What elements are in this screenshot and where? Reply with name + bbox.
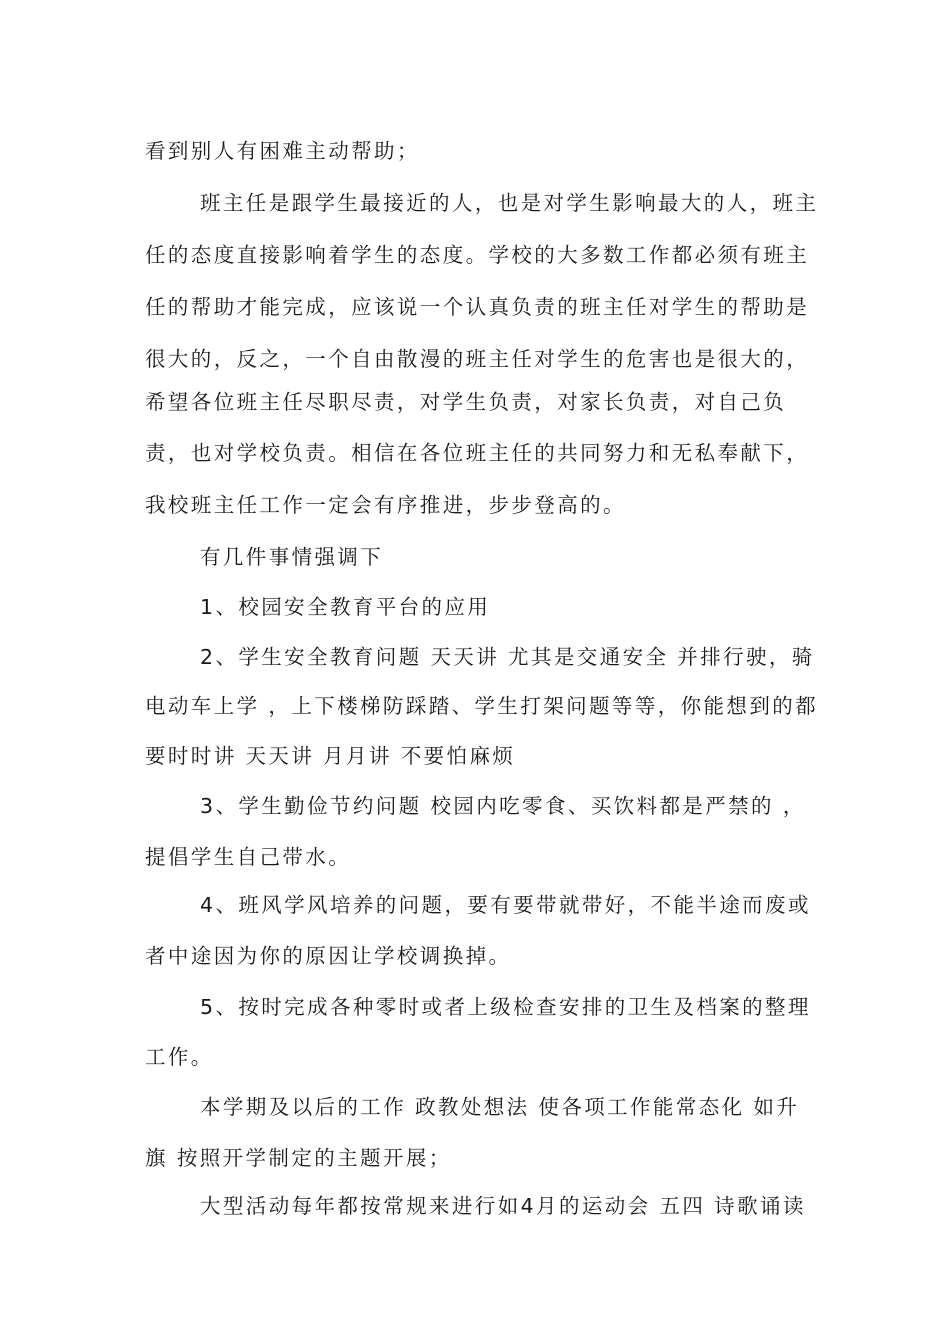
- paragraph-line: 任的帮助才能完成，应该说一个认真负责的班主任对学生的帮助是: [145, 295, 810, 319]
- list-item: 5、按时完成各种零时或者上级检查安排的卫生及档案的整理: [200, 995, 811, 1019]
- paragraph-line: 提倡学生自己带水。: [145, 845, 352, 869]
- paragraph-line: 任的态度直接影响着学生的态度。学校的大多数工作都必须有班主: [145, 243, 810, 267]
- section-heading: 有几件事情强调下: [200, 545, 384, 569]
- paragraph-line: 希望各位班主任尽职尽责，对学生负责，对家长负责，对自己负: [145, 390, 787, 414]
- paragraph-line: 旗 按照开学制定的主题开展；: [145, 1146, 452, 1170]
- paragraph-line: 本学期及以后的工作 政教处想法 使各项工作能常态化 如升: [200, 1095, 800, 1119]
- list-item: 2、学生安全教育问题 天天讲 尤其是交通安全 并排行驶，骑: [200, 645, 815, 669]
- paragraph-line: 大型活动每年都按常规来进行如4月的运动会 五四 诗歌诵读: [200, 1194, 806, 1218]
- list-item: 1、校园安全教育平台的应用: [200, 595, 491, 619]
- list-item: 4、班风学风培养的问题，要有要带就带好，不能半途而废或: [200, 893, 811, 917]
- paragraph-line: 责，也对学校负责。相信在各位班主任的共同努力和无私奉献下，: [145, 441, 810, 465]
- list-item: 3、学生勤俭节约问题 校园内吃零食、买饮料都是严禁的 ，: [200, 794, 806, 818]
- paragraph-line: 要时时讲 天天讲 月月讲 不要怕麻烦: [145, 744, 516, 768]
- paragraph-line: 者中途因为你的原因让学校调换掉。: [145, 944, 512, 968]
- paragraph-line: 看到别人有困难主动帮助；: [145, 139, 420, 163]
- paragraph-line: 工作。: [145, 1045, 214, 1069]
- paragraph-line: 很大的，反之，一个自由散漫的班主任对学生的危害也是很大的，: [145, 347, 810, 371]
- paragraph-line: 我校班主任工作一定会有序推进，步步登高的。: [145, 493, 626, 517]
- paragraph-line: 班主任是跟学生最接近的人，也是对学生影响最大的人，班主: [200, 191, 819, 215]
- paragraph-line: 电动车上学 ，上下楼梯防踩踏、学生打架问题等等，你能想到的都: [145, 694, 819, 718]
